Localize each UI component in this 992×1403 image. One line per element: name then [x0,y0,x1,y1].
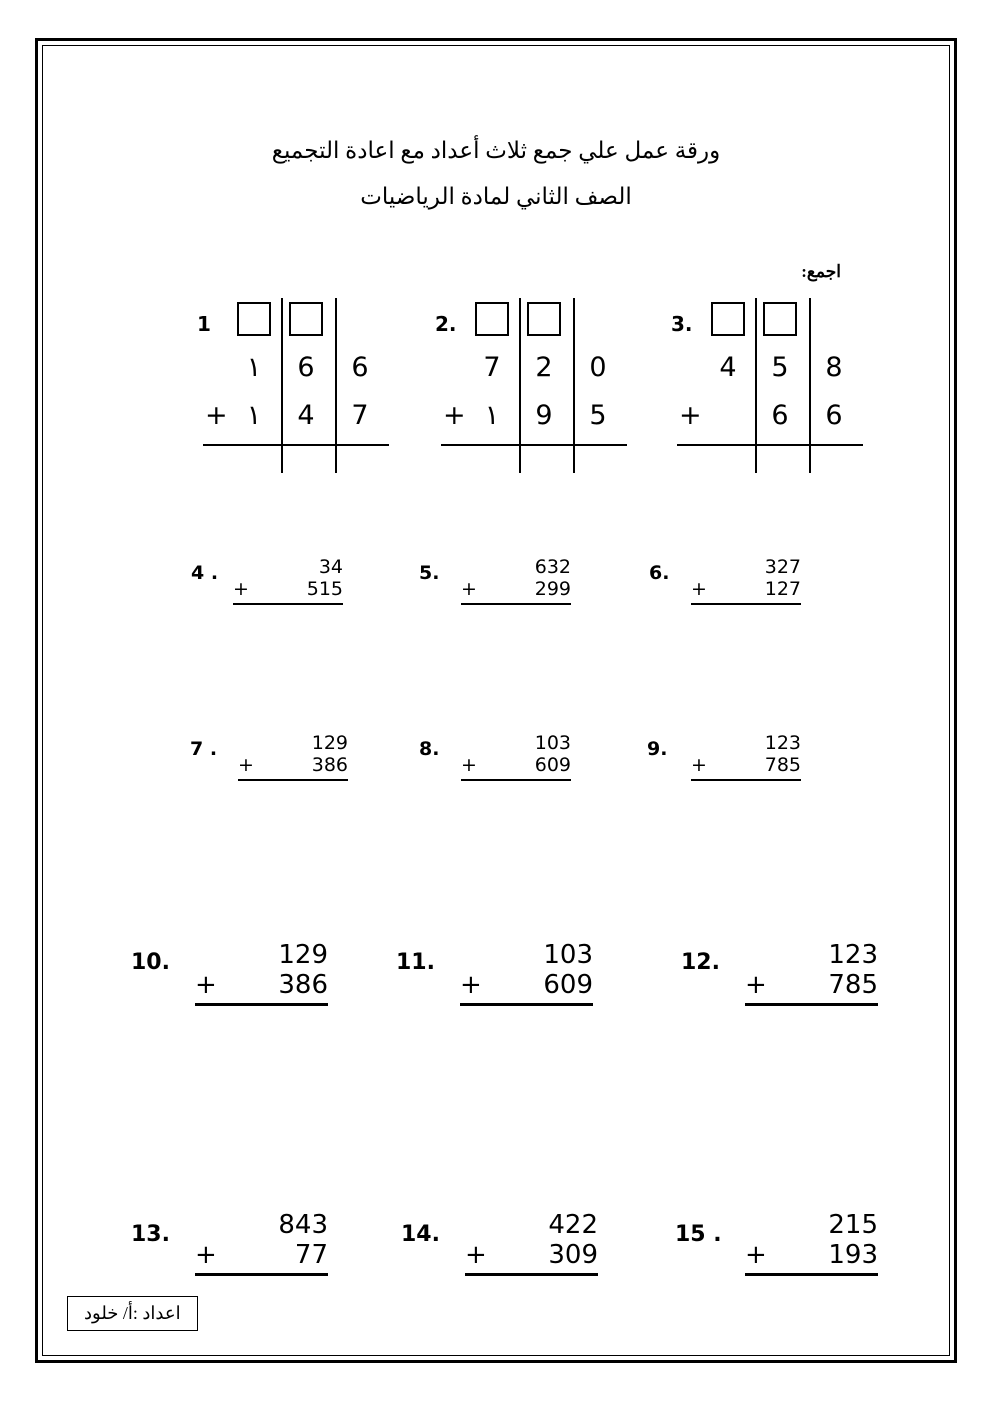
grid-line-vertical [573,298,575,473]
addend-top: 215 [828,1210,878,1240]
digit-top-ones: 8 [825,352,843,383]
problem-index: 8. [419,738,440,760]
addend-top: 34 [318,556,343,578]
problem-index: 3. [671,312,693,336]
grid-line-vertical [809,298,811,473]
digit-top-tens: 6 [297,352,315,383]
author-label: اعداد :أ/ خلود [84,1303,181,1323]
carry-box-hundreds[interactable] [475,302,509,336]
column-grid [205,298,389,473]
answer-rule [195,1273,328,1276]
answer-rule [195,1003,328,1006]
addend-bottom: 386 [278,970,328,1000]
answer-rule [441,444,627,446]
answer-rule [461,779,571,781]
addend-top: 632 [534,556,571,578]
problem-14 [401,1210,598,1276]
addend-bottom: 193 [828,1240,878,1270]
addend-top: 103 [534,732,571,754]
operator-plus: + [745,970,767,1000]
problem-11 [396,940,593,1006]
title-line-1: ورقة عمل علي جمع ثلاث أعداد مع اعادة التجميع [271,138,721,163]
column-grid [679,298,863,473]
title-line-2: الصف الثاني لمادة الرياضيات [360,184,632,209]
grid-line-vertical [335,298,337,473]
addend-bottom: 77 [294,1240,328,1270]
answer-rule [238,779,348,781]
worksheet-page [35,38,957,1363]
boxed-problem-3 [671,298,863,473]
addend-top: 843 [278,1210,328,1240]
problem-4 [191,556,343,605]
answer-rule [745,1273,878,1276]
addend-bottom: 386 [311,754,348,776]
operator-plus: + [679,400,702,431]
carry-box-hundreds[interactable] [237,302,271,336]
problem-6 [649,556,801,605]
problem-index: 9. [647,738,668,760]
addend-top: 422 [548,1210,598,1240]
digit-top-tens: 2 [535,352,553,383]
operator-plus: + [691,754,707,776]
answer-rule [461,603,571,605]
operator-plus: + [745,1240,767,1270]
problem-index: 2. [435,312,457,336]
addend-bottom: 609 [543,970,593,1000]
digit-top-hundreds: ١ [246,352,262,383]
answer-rule [745,1003,878,1006]
column-grid [443,298,627,473]
answer-rule [691,779,801,781]
worksheet-title [43,128,949,220]
digit-top-tens: 5 [771,352,789,383]
answer-rule [460,1003,593,1006]
carry-box-tens[interactable] [289,302,323,336]
operator-plus: + [460,970,482,1000]
problems-row-4-6 [43,556,949,676]
grid-line-vertical [755,298,757,473]
addend-top: 123 [764,732,801,754]
digit-bottom-tens: 6 [771,400,789,431]
addend-bottom: 309 [548,1240,598,1270]
digit-bottom-ones: 7 [351,400,369,431]
operator-plus: + [195,1240,217,1270]
operator-plus: + [205,400,228,431]
operator-plus: + [691,578,707,600]
addend-top: 327 [764,556,801,578]
worksheet-inner-border [42,45,950,1356]
problem-index: 12. [681,950,720,975]
problem-index: 5. [419,562,440,584]
problem-12 [681,940,878,1006]
problem-index: 13. [131,1222,170,1247]
carry-box-hundreds[interactable] [711,302,745,336]
operator-plus: + [238,754,254,776]
problem-index: 4 . [191,562,219,584]
answer-rule [677,444,863,446]
operator-plus: + [461,578,477,600]
digit-bottom-hundreds: ١ [246,400,262,431]
operator-plus: + [443,400,466,431]
addend-bottom: 299 [534,578,571,600]
answer-rule [203,444,389,446]
digit-top-ones: 0 [589,352,607,383]
digit-bottom-tens: 4 [297,400,315,431]
boxed-problem-2 [435,298,627,473]
digit-bottom-hundreds: ١ [484,400,500,431]
addend-bottom: 785 [764,754,801,776]
problem-13 [131,1210,328,1276]
problem-7 [190,732,348,781]
answer-rule [465,1273,598,1276]
digit-bottom-ones: 5 [589,400,607,431]
operator-plus: + [465,1240,487,1270]
operator-plus: + [233,578,249,600]
problem-index: 11. [396,950,435,975]
problems-row-10-12 [43,940,949,1090]
boxed-problems-row [43,298,949,508]
problem-index: 7 . [190,738,218,760]
problem-5 [419,556,571,605]
addend-top: 103 [543,940,593,970]
operator-plus: + [461,754,477,776]
problem-index: 15 . [675,1222,722,1247]
answer-rule [233,603,343,605]
boxed-problem-1 [197,298,389,473]
addend-bottom: 609 [534,754,571,776]
addend-top: 123 [828,940,878,970]
author-footer [67,1296,198,1331]
addend-bottom: 785 [828,970,878,1000]
problem-9 [647,732,801,781]
digit-top-hundreds: 4 [719,352,737,383]
problem-index: 10. [131,950,170,975]
problems-row-13-15 [43,1210,949,1360]
addend-bottom: 515 [306,578,343,600]
digit-top-hundreds: 7 [483,352,501,383]
problem-8 [419,732,571,781]
digit-top-ones: 6 [351,352,369,383]
grid-line-vertical [281,298,283,473]
carry-box-tens[interactable] [763,302,797,336]
instruction-label: اجمع: [801,262,841,281]
addend-bottom: 127 [764,578,801,600]
problem-10 [131,940,328,1006]
problem-index: 1 [197,312,211,336]
problems-row-7-9 [43,732,949,852]
answer-rule [691,603,801,605]
addend-top: 129 [311,732,348,754]
digit-bottom-ones: 6 [825,400,843,431]
carry-box-tens[interactable] [527,302,561,336]
problem-index: 14. [401,1222,440,1247]
digit-bottom-tens: 9 [535,400,553,431]
addend-top: 129 [278,940,328,970]
operator-plus: + [195,970,217,1000]
problem-index: 6. [649,562,670,584]
problem-15 [675,1210,878,1276]
grid-line-vertical [519,298,521,473]
